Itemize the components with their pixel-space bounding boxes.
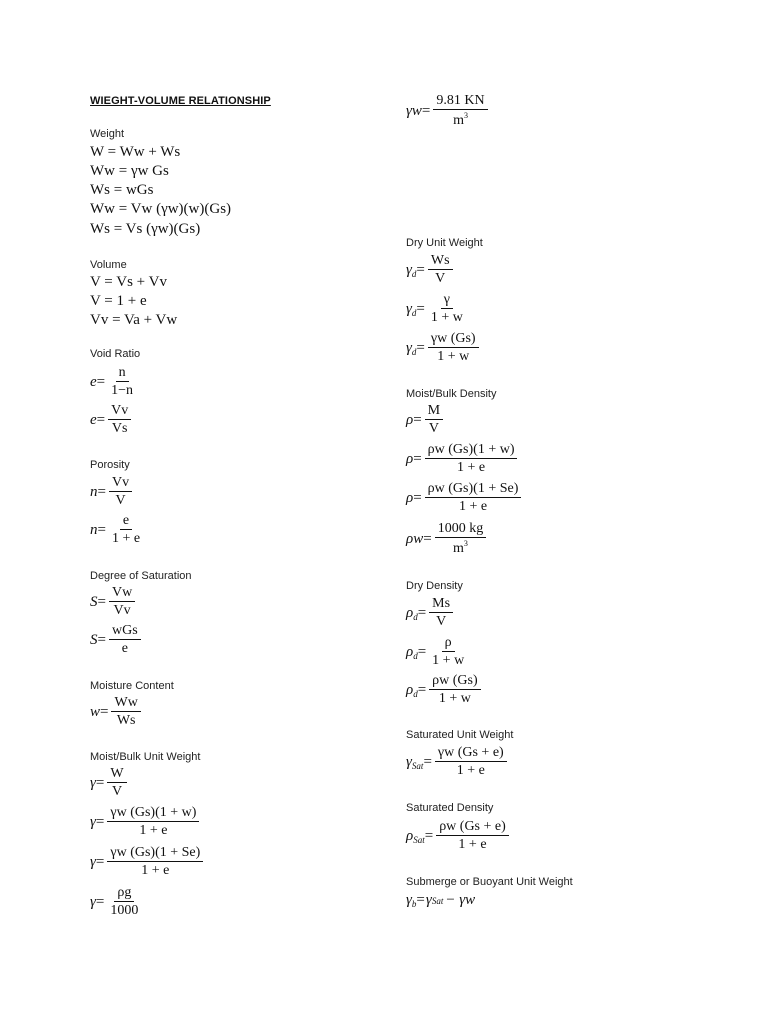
eq-bulk-unit-weight-2: γ= $\frac{\gamma w (Gs)(1 + w)}{1 + e}$	[90, 806, 201, 838]
eq-bulk-density-2: ρ= $\frac{\rho w (Gs)(1 + w)}{1 + e}$	[406, 443, 519, 475]
eq-weight-2: Ww = γw Gs	[90, 163, 169, 179]
eq-volume-3: Vv = Va + Vw	[90, 312, 178, 328]
eq-bulk-density-1: ρ= $\frac{M}{V}$	[406, 404, 445, 436]
eq-moisture: w= $\frac{Ww}{Ws}$	[90, 696, 143, 728]
fraction: $\frac{Vw}{Vv}$	[109, 586, 135, 618]
section-volume: Volume	[90, 259, 127, 271]
eq-void-ratio-1: e= $\frac{n}{1-n}$	[90, 366, 138, 398]
eq-unit-weight-water: γw= $\frac{9.81 KN}{m^3}$	[406, 94, 490, 128]
fraction: $\frac{\rho w (Gs)(1 + Se)}{1 + e}$	[425, 482, 522, 514]
section-saturated-density: Saturated Density	[406, 802, 494, 814]
eq-saturated-density: $\rho_{Sat}=$ $\frac{\rho w (Gs + e)}{1 + e}$	[406, 820, 511, 852]
fraction: $\frac{1000 kg}{m^3}$	[435, 522, 487, 556]
eq-bulk-unit-weight-1: γ= $\frac{W}{V}$	[90, 767, 129, 799]
section-moist-bulk-unit-weight: Moist/Bulk Unit Weight	[90, 751, 201, 763]
section-dry-unit-weight: Dry Unit Weight	[406, 237, 483, 249]
fraction: $\frac{Ms}{V}$	[429, 597, 453, 629]
fraction: $\frac{\rho w (Gs + e)}{1 + e}$	[436, 820, 509, 852]
fraction: $\frac{Ww}{Ws}$	[111, 696, 140, 728]
section-submerge-buoyant-unit-weight: Submerge or Buoyant Unit Weight	[406, 876, 573, 888]
fraction: $\frac{M}{V}$	[425, 404, 443, 436]
section-moist-bulk-density: Moist/Bulk Density	[406, 388, 497, 400]
eq-bulk-unit-weight-3: γ= $\frac{\gamma w (Gs)(1 + Se)}{1 + e}$	[90, 846, 205, 878]
section-moisture-content: Moisture Content	[90, 680, 174, 692]
eq-saturated-unit-weight: $\gamma_{Sat}=$ $\frac{\gamma w (Gs + e)}{1 + e}$	[406, 746, 509, 778]
section-saturated-unit-weight: Saturated Unit Weight	[406, 729, 514, 741]
fraction: $\frac{\gamma w (Gs + e)}{1 + e}$	[435, 746, 507, 778]
fraction: $\frac{\text{wGs}}{e}$	[109, 624, 141, 656]
section-porosity: Porosity	[90, 459, 130, 471]
eq-dry-unit-weight-2: $\gamma_d=$ $\frac{\gamma}{1 + w}$	[406, 293, 468, 325]
section-dry-density: Dry Density	[406, 580, 463, 592]
section-void-ratio: Void Ratio	[90, 348, 141, 360]
section-weight: Weight	[90, 128, 125, 140]
fraction: $\frac{\gamma}{1 + w}$	[430, 292, 463, 325]
eq-volume-1: V = Vs + Vv	[90, 274, 167, 290]
fraction: $\frac{\rho w (Gs)(1 + w)}{1 + e}$	[425, 443, 518, 475]
eq-weight-4: Ww = Vw (γw)(w)(Gs)	[90, 201, 232, 217]
eq-dry-density-2: $\rho_d=$ $\frac{\rho}{1 + w}$	[406, 636, 469, 668]
eq-dry-density-3: $\rho_d=$ $\frac{\rho w (Gs)}{1 + w}$	[406, 674, 483, 706]
fraction: $\frac{\rho g}{1000}$	[110, 885, 139, 918]
fraction: $\frac{Vv}{Vs}$	[108, 404, 131, 436]
fraction: $\frac{\gamma w (Gs)(1 + Se)}{1 + e}$	[107, 846, 203, 878]
eq-weight-1: W = Ww + Ws	[90, 144, 181, 160]
eq-buoyant-unit-weight: $\gamma_b=$ γ Sat − γw	[406, 892, 476, 909]
eq-dry-unit-weight-1: $\gamma_d=$ $\frac{Ws}{V}$	[406, 254, 455, 286]
fraction: $\frac{\rho}{1 + w}$	[432, 635, 465, 668]
eq-weight-5: Ws = Vs (γw)(Gs)	[90, 221, 201, 237]
eq-volume-2: V = 1 + e	[90, 293, 147, 309]
eq-saturation-1: S= $\frac{Vw}{Vv}$	[90, 586, 137, 618]
fraction: $\frac{W}{V}$	[107, 767, 126, 799]
section-degree-of-saturation: Degree of Saturation	[90, 570, 192, 582]
eq-saturation-2: S= $\frac{\text{wGs}}{e}$	[90, 624, 143, 656]
eq-bulk-density-4: ρw= $\frac{1000 kg}{m^3}$	[406, 522, 488, 556]
eq-porosity-1: n= $\frac{Vv}{V}$	[90, 476, 134, 508]
fraction: $\frac{e}{1 + e}$	[111, 513, 141, 546]
fraction: $\frac{Vv}{V}$	[109, 476, 132, 508]
eq-void-ratio-2: e= $\frac{Vv}{Vs}$	[90, 404, 133, 436]
fraction: $\frac{Ws}{V}$	[428, 254, 453, 286]
fraction: $\frac{\gamma w (Gs)(1 + w)}{1 + e}$	[107, 806, 199, 838]
eq-dry-density-1: $\rho_d=$ $\frac{Ms}{V}$	[406, 597, 455, 629]
eq-bulk-unit-weight-4: γ= $\frac{\rho g}{1000}$	[90, 886, 143, 918]
eq-porosity-2: n= $\frac{e}{1 + e}$	[90, 514, 145, 546]
eq-bulk-density-3: ρ= $\frac{\rho w (Gs)(1 + Se)}{1 + e}$	[406, 482, 523, 514]
eq-weight-3: Ws = wGs	[90, 182, 154, 198]
fraction: $\frac{\rho w (Gs)}{1 + w}$	[429, 674, 480, 706]
fraction: $\frac{9.81 KN}{m^3}$	[433, 94, 487, 128]
fraction: $\frac{\gamma w (Gs)}{1 + w}$	[428, 332, 479, 364]
fraction: $\frac{n}{1-n}$	[111, 365, 134, 398]
document-title: WIEGHT-VOLUME RELATIONSHIP	[90, 95, 271, 107]
eq-dry-unit-weight-3: $\gamma_d=$ $\frac{\gamma w (Gs)}{1 + w}$	[406, 332, 481, 364]
